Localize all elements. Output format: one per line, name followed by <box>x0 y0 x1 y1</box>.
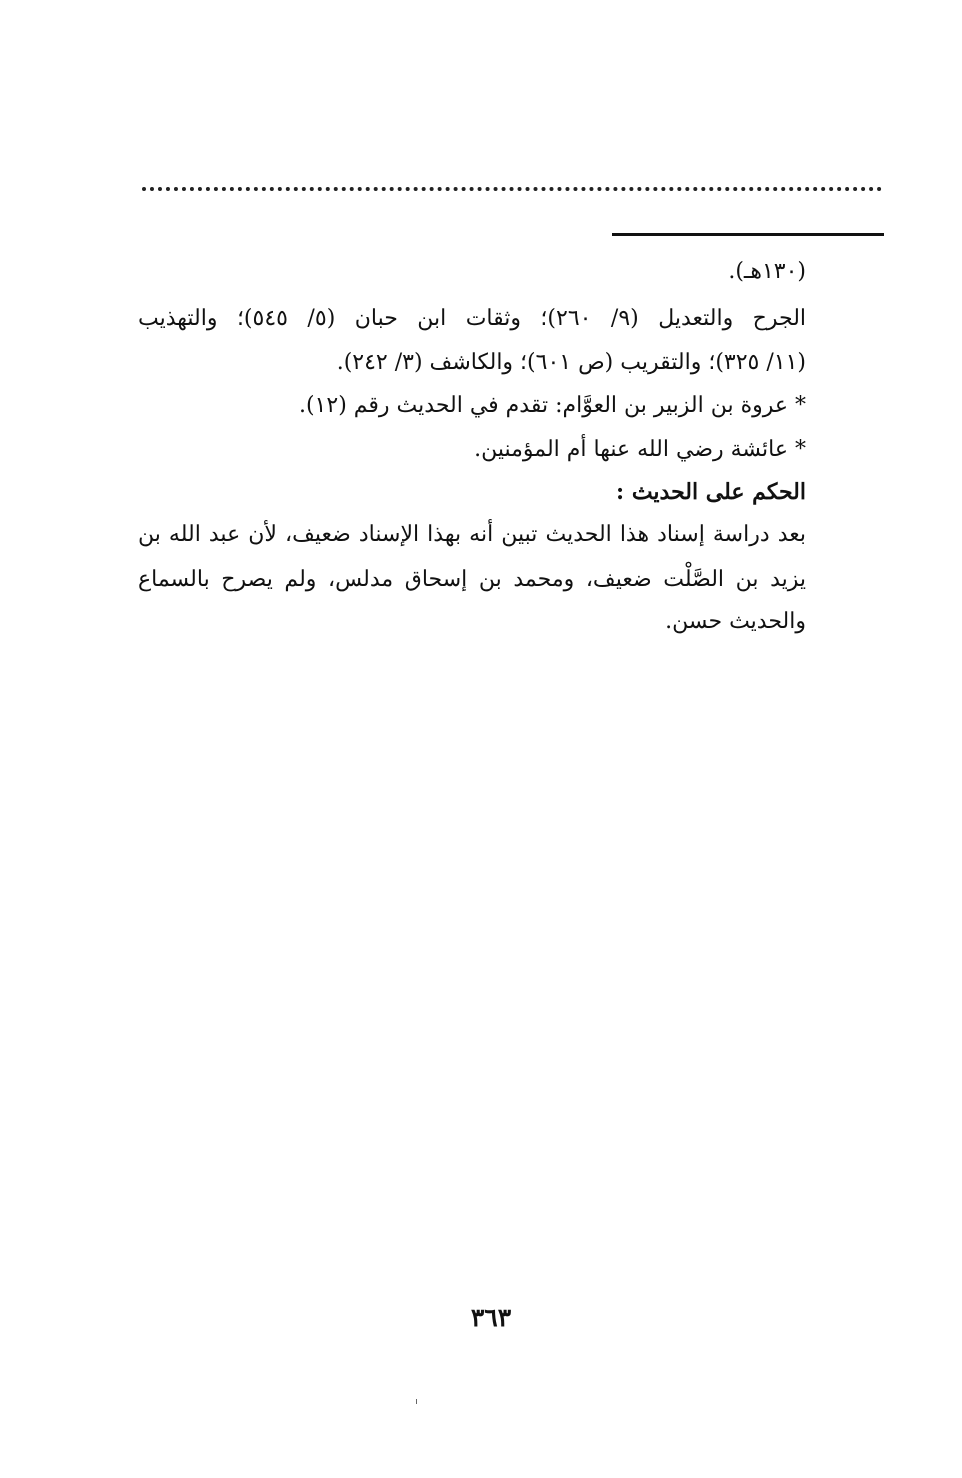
footnote-line: الجرح والتعديل (٩/ ٢٦٠)؛ وثقات ابن حبان (٥/ ٥٤٥)؛ والتهذيب <box>138 306 807 331</box>
body-line: بعد دراسة إسناد هذا الحديث تبين أنه بهذا الإسناد ضعيف، لأن عبد الله بن <box>138 522 806 547</box>
footnote-rule <box>612 233 884 236</box>
footnote-line: (١٣٠هـ). <box>728 259 806 284</box>
section-heading: الحكم على الحديث : <box>616 479 806 505</box>
scan-speck <box>416 1399 417 1404</box>
narrator-entry: * عائشة رضي الله عنها أم المؤمنين. <box>474 437 806 462</box>
body-line: يزيد بن الصَّلْت ضعيف، ومحمد بن إسحاق مدلس، ولم يصرح بالسماع <box>138 567 806 592</box>
narrator-entry: * عروة بن الزبير بن العوَّام: تقدم في الحديث رقم (١٢). <box>298 393 806 418</box>
dotted-separator <box>142 187 882 191</box>
body-line: والحديث حسن. <box>665 609 806 634</box>
footnote-line: (١١/ ٣٢٥)؛ والتقريب (ص ٦٠١)؛ والكاشف (٣/ ٢٤٢). <box>336 350 806 375</box>
page-number: ٣٦٣ <box>470 1303 512 1332</box>
